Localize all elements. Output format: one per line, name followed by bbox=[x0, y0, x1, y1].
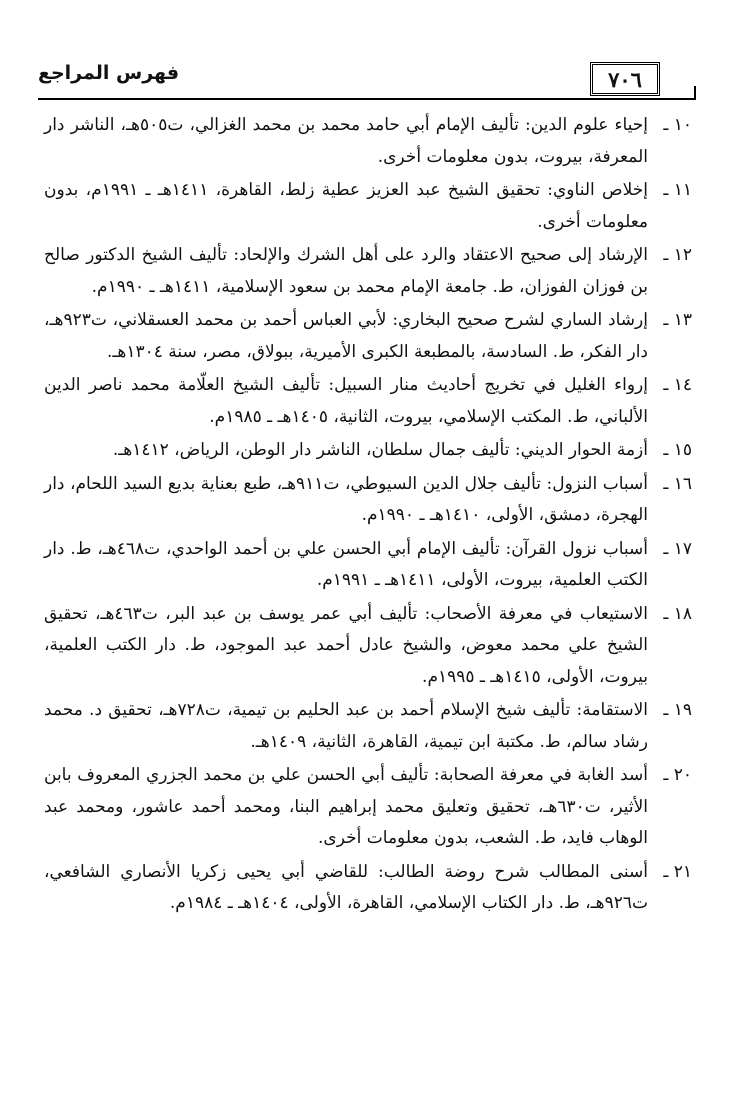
entry-text: أزمة الحوار الديني: تأليف جمال سلطان، الناشر دار الوطن، الرياض، ١٤١٢هـ. bbox=[112, 440, 648, 460]
entry-text: إخلاص الناوي: تحقيق الشيخ عبد العزيز عطية زلط، القاهرة، ١٤١١هـ ـ ١٩٩١م، بدون معلومات أخرى. bbox=[44, 180, 648, 232]
entry-text: أسباب نزول القرآن: تأليف الإمام أبي الحسن علي بن أحمد الواحدي، ت٤٦٨هـ، ط. دار الكتب العلمية، بيروت، الأولى، ١٤١١هـ ـ ١٩٩١م. bbox=[44, 538, 648, 590]
entry-number: ١٩ ـ bbox=[663, 700, 692, 720]
entry-number: ١٤ ـ bbox=[663, 375, 692, 395]
entry-text: الاستيعاب في معرفة الأصحاب: تأليف أبي عمر يوسف بن عبد البر، ت٤٦٣هـ، تحقيق الشيخ علي محمد معوض، والشيخ عادل أحمد عبد الموجود، ط. دار الكتب العلمية، بيروت، الأولى، ١٤١٥هـ ـ ١٩٩٥م. bbox=[44, 603, 649, 687]
entry-number: ١٥ ـ bbox=[663, 440, 692, 460]
header-rule-tick bbox=[694, 86, 696, 98]
entry-number: ١٨ ـ bbox=[663, 603, 692, 624]
reference-entry bbox=[44, 175, 692, 238]
reference-entry bbox=[44, 695, 692, 758]
entry-number: ١٧ ـ bbox=[663, 538, 692, 559]
entry-number: ١١ ـ bbox=[663, 180, 692, 200]
reference-entry bbox=[44, 599, 692, 694]
entry-text: أسد الغابة في معرفة الصحابة: تأليف أبي الحسن علي بن محمد الجزري المعروف بابن الأثير، ت٦٣٠هـ، تحقيق وتعليق محمد إبراهيم البنا، ومحمد أحمد عاشور، ومحمد عبد الوهاب فايد، ط. الشعب، بدون معلومات أخرى. bbox=[44, 765, 648, 848]
page-number: ٧٠٦ bbox=[608, 66, 642, 92]
reference-entry bbox=[44, 534, 692, 597]
entry-text: الاستقامة: تأليف شيخ الإسلام أحمد بن عبد الحليم بن تيمية، ت٧٢٨هـ، تحقيق د. محمد رشاد سالم، ط. مكتبة ابن تيمية، القاهرة، الثانية، ١٤٠٩هـ. bbox=[44, 700, 649, 752]
page-header bbox=[22, 50, 716, 98]
reference-entry bbox=[44, 760, 692, 855]
header-rule bbox=[38, 98, 696, 100]
entry-text: أسنى المطالب شرح روضة الطالب: للقاضي أبي يحيى زكريا الأنصاري الشافعي، ت٩٢٦هـ، ط. دار الكتاب الإسلامي، القاهرة، الأولى، ١٤٠٤هـ ـ ١٩٨٤م. bbox=[44, 861, 648, 913]
reference-entry bbox=[44, 110, 692, 173]
entry-text: إرشاد الساري لشرح صحيح البخاري: لأبي العباس أحمد بن محمد العسقلاني، ت٩٢٣هـ، دار الفكر، ط. السادسة، بالمطبعة الكبرى الأميرية، ببولاق، مصر، سنة ١٣٠٤هـ. bbox=[44, 310, 648, 362]
reference-entry bbox=[44, 305, 692, 368]
entry-number: ١٦ ـ bbox=[663, 473, 692, 494]
entry-number: ١٠ ـ bbox=[663, 115, 692, 135]
page-number-box bbox=[590, 62, 660, 96]
reference-entry bbox=[44, 857, 692, 920]
references-list bbox=[44, 110, 692, 922]
reference-entry bbox=[44, 240, 692, 303]
reference-entry bbox=[44, 435, 692, 467]
reference-entry bbox=[44, 469, 692, 532]
entry-number: ١٣ ـ bbox=[663, 310, 692, 330]
entry-number: ٢١ ـ bbox=[663, 861, 692, 882]
entry-number: ٢٠ ـ bbox=[663, 765, 692, 785]
entry-text: أسباب النزول: تأليف جلال الدين السيوطي، ت٩١١هـ، طبع بعناية بديع السيد اللحام، دار الهجرة، دمشق، الأولى، ١٤١٠هـ ـ ١٩٩٠م. bbox=[44, 473, 648, 525]
entry-text: إحياء علوم الدين: تأليف الإمام أبي حامد محمد بن محمد الغزالي، ت٥٠٥هـ، الناشر دار المعرفة، بيروت، بدون معلومات أخرى. bbox=[44, 115, 648, 167]
entry-text: إرواء الغليل في تخريج أحاديث منار السبيل: تأليف الشيخ العلّامة محمد ناصر الدين الألباني، ط. المكتب الإسلامي، بيروت، الثانية، ١٤٠٥هـ ـ ١٩٨٥م. bbox=[44, 375, 648, 427]
reference-entry bbox=[44, 370, 692, 433]
entry-number: ١٢ ـ bbox=[663, 245, 692, 265]
entry-text: الإرشاد إلى صحيح الاعتقاد والرد على أهل الشرك والإلحاد: تأليف الشيخ الدكتور صالح بن فوزان الفوزان، ط. جامعة الإمام محمد بن سعود الإسلامية، ١٤١١هـ ـ ١٩٩٠م. bbox=[44, 245, 648, 297]
running-title: فهرس المراجع bbox=[38, 62, 180, 84]
